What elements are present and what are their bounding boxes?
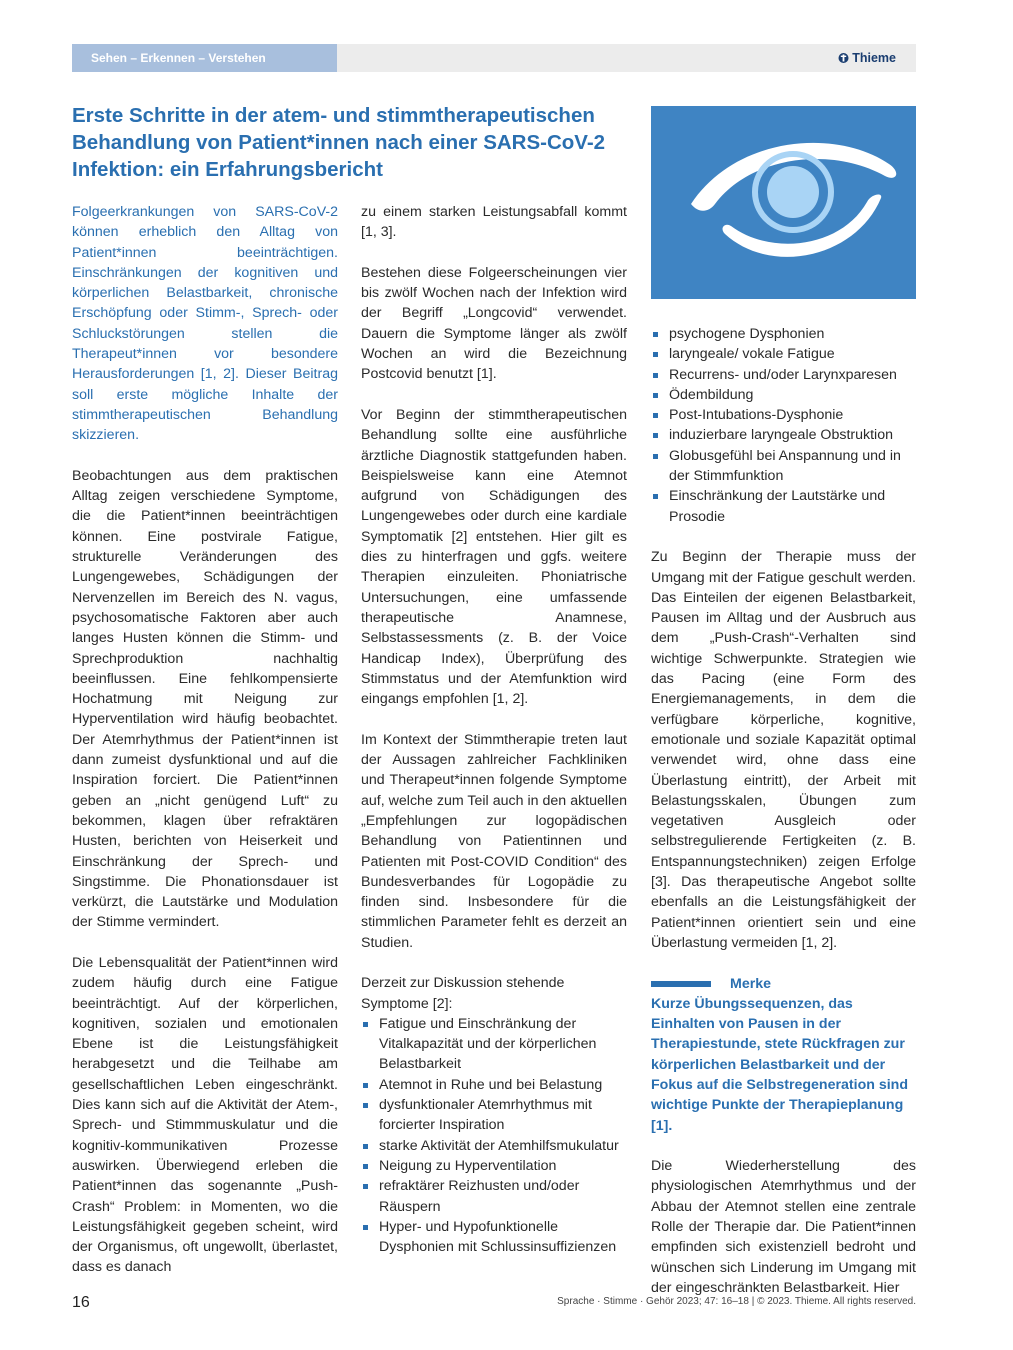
- list-item: laryngeale/ vokale Fatigue: [651, 344, 916, 364]
- list-item: dysfunktionaler Atemrhythmus mit forcierter Inspiration: [361, 1095, 627, 1136]
- body-paragraph: Die Wiederherstellung des physiologischen Atemrhythmus und der Abbau der Atemnot stellen eine zentrale Rolle der Therapie dar. Die Patient*innen empfinden sich existenziell bedroht und wünschen sich Linderung im Umgang mit der eingeschränkten Belastbarkeit. Hier: [651, 1158, 916, 1296]
- merke-header: [651, 974, 916, 994]
- list-item: Einschränkung der Lautstärke und Prosodie: [651, 486, 916, 527]
- eye-illustration: [651, 106, 916, 299]
- page-number: 16: [72, 1294, 90, 1311]
- symptom-list-continued: [651, 324, 916, 527]
- abstract: Folgeerkrankungen von SARS-CoV-2 können erheblich den Alltag von Patient*innen beeinträchtigen. Einschränkungen der kognitiven und körperlichen Belastbarkeit, chronische Erschöpfung oder Stimm-, Sprech- oder Schluckstörungen stellen die Therapeut*innen vor besondere Herausforderungen [1, 2]. Dieser Beitrag soll erste mögliche Inhalte der stimmtherapeutischen Behandlung skizzieren.: [72, 204, 338, 444]
- thieme-logo-icon: [838, 52, 849, 64]
- merke-box: [651, 974, 916, 1136]
- list-item: Post-Intubations-Dysphonie: [651, 405, 916, 425]
- body-paragraph: Zu Beginn der Therapie muss der Umgang mit der Fatigue geschult werden. Das Einteilen der eigenen Belastbarkeit, Pausen im Alltag und der Ausbruch aus dem „Push-Crash“-Verhalten sind wichtige Schwerpunkte. Strategien wie das Pacing (eine Form des Energiemanagements, in dem die verfügbare körperliche, kognitive, emotionale und soziale Kapazität optimal verwendet wird, ohne dass eine Überlastung eintritt), der Arbeit mit Belastungsskalen, Übungen zum vegetativen Ausgleich oder selbstregulierende Fertigkeiten (z. B. Entspannungstechniken) zeigen Erfolge [3]. Das therapeutische Angebot sollte ebenfalls an die Leistungsfähigkeit der Patient*innen orientiert sein und eine Überlastung vermeiden [1, 2].: [651, 549, 916, 951]
- column-middle: [361, 202, 627, 1278]
- list-item: induzierbare laryngeale Obstruktion: [651, 425, 916, 445]
- column-right: [651, 324, 916, 1319]
- symptom-list: [361, 1014, 627, 1258]
- running-header: [72, 44, 916, 72]
- body-paragraph: Beobachtungen aus dem praktischen Alltag zeigen verschiedene Symptome, die die Patient*innen beeinträchtigen können. Eine postvirale Fatigue, strukturelle Veränderungen des Lungengewebes, Schädigungen der Nervenzellen im Bereich des N. vagus, psychosomatische Faktoren aber auch langes Husten können die Stimm- und Sprechproduktion nachhaltig beeinflussen. Eine fehlkompensierte Hochatmung mit Neigung zur Hyperventilation wird häufig beobachtet. Der Atemrhythmus der Patient*innen ist dann zumeist dysfunktional und auf die Inspiration forciert. Die Patient*innen geben an „nicht genügend Luft“ zu bekommen, klagen über refraktären Husten, berichten von Heiserkeit und Einschränkung der Sprech- und Singstimme. Die Phonationsdauer ist verkürzt, die Lautstärke und Modulation der Stimme vermindert.: [72, 467, 338, 931]
- list-item: starke Aktivität der Atemhilfsmukulatur: [361, 1136, 627, 1156]
- body-paragraph: Bestehen diese Folgeerscheinungen vier bis zwölf Wochen nach der Infektion wird der Begriff „Longcovid“ verwendet. Dauern die Symptome länger als zwölf Wochen an wird die Bezeichnung Postcovid benutzt [1].: [361, 264, 627, 383]
- list-item: Hyper- und Hypofunktionelle Dysphonien mit Schlussinsuffizienzen: [361, 1217, 627, 1258]
- body-paragraph: Im Kontext der Stimmtherapie treten laut der Aussagen zahlreicher Fachkliniken und Therapeut*innen folgende Symptome auf, welche zum Teil auch in den aktuellen „Empfehlungen zur logopädischen Behandlung von Patientinnen und Patienten mit Post-COVID Condition“ des Bundesverbandes für Logopädie zu finden sind. Insbesondere für die stimmlichen Parameter fehlt es derzeit an Studien.: [361, 731, 627, 951]
- publisher-brand: [838, 44, 896, 72]
- list-item: Recurrens- und/oder Larynxparesen: [651, 365, 916, 385]
- list-item: Ödembildung: [651, 385, 916, 405]
- merke-rule: [651, 981, 711, 987]
- footer-citation: Sprache · Stimme · Gehör 2023; 47: 16–18 | © 2023. Thieme. All rights reserved.: [557, 1296, 916, 1307]
- list-intro: Derzeit zur Diskussion stehende Symptome [2]:: [361, 975, 565, 1012]
- eye-icon: [651, 106, 916, 299]
- merke-label: Merke: [730, 975, 772, 992]
- body-paragraph: Die Lebensqualität der Patient*innen wird zudem häufig durch eine Fatigue beeinträchtigt. Auf der körperlichen, kognitiven, sozialen und emotionalen Ebene ist die Leistungsfähigkeit herabgesetzt und die Teilhabe am gesellschaftlichen Leben eingeschränkt. Dies kann sich auf die Aktivität der Atem-, Sprech- und Stimmmuskulatur und die kognitiv-kommunikativen Prozesse auswirken. Überwiegend erleben die Patient*innen das sogenannte „Push-Crash“ Problem: in Momenten, wo die Leistungsfähigkeit gegeben scheint, wird der Organismus, oft ungewollt, überlastet, dass es danach: [72, 954, 338, 1276]
- body-paragraph: Vor Beginn der stimmtherapeutischen Behandlung sollte eine ausführliche ärztliche Diagnostik stattgefunden haben. Beispielsweise kann eine Atemnot aufgrund von Schädigungen des Lungengewebes oder durch eine kardiale Symptomatik [2] entstehen. Hier gilt es dies zu hinterfragen und ggfs. weitere Therapien einzuleiten. Phoniatrische Untersuchungen, eine umfassende therapeutische Anamnese, Selbstassessments (z. B. der Voice Handicap Index), Überprüfung des Stimmstatus und der Atemfunktion wird eingangs empfohlen [1, 2].: [361, 406, 627, 708]
- column-left: [72, 202, 338, 1298]
- list-item: psychogene Dysphonien: [651, 324, 916, 344]
- brand-name: Thieme: [852, 51, 896, 65]
- body-paragraph: zu einem starken Leistungsabfall kommt [1, 3].: [361, 204, 627, 241]
- section-tag: Sehen – Erkennen – Verstehen: [72, 44, 337, 72]
- merke-text: Kurze Übungssequenzen, das Einhalten von Pausen in der Therapiestunde, stete Rückfragen zur körperlichen Belastbarkeit und der Fokus auf die Selbstregeneration sind wichtige Punkte der Therapieplanung [1].: [651, 995, 909, 1134]
- list-item: Neigung zu Hyperventilation: [361, 1156, 627, 1176]
- list-item: refraktärer Reizhusten und/oder Räuspern: [361, 1176, 627, 1217]
- list-item: Atemnot in Ruhe und bei Belastung: [361, 1075, 627, 1095]
- list-item: Fatigue und Einschränkung der Vitalkapazität und der körperlichen Belastbarkeit: [361, 1014, 627, 1075]
- list-item: Globusgefühl bei Anspannung und in der Stimmfunktion: [651, 446, 916, 487]
- article-title: Erste Schritte in der atem- und stimmtherapeutischen Behandlung von Patient*innen nach einer SARS-CoV-2 Infektion: ein Erfahrungsbericht: [72, 104, 606, 181]
